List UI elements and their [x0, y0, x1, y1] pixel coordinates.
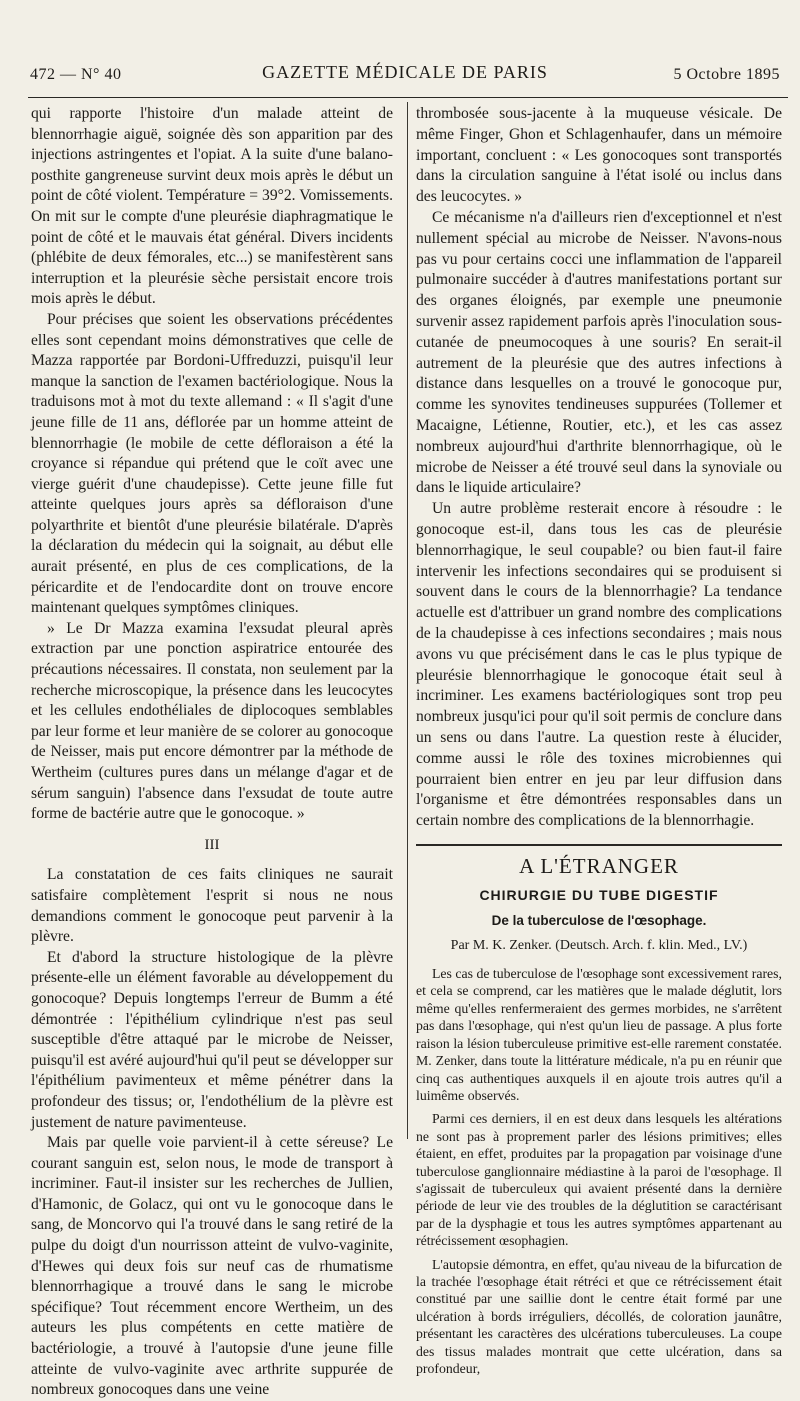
article-title: De la tuberculose de l'œsophage.	[491, 913, 707, 929]
article-body	[416, 965, 782, 1377]
right-column	[416, 104, 782, 1383]
paragraph: thrombosée sous-jacente à la muqueuse vésicale. De même Finger, Ghon et Schlagenhaufer, dans un mémoire important, concluent : « Les gonocoques sont transportés dans la circulation sanguine à l'état isolé ou inclus dans des leucocytes. »	[416, 105, 782, 206]
page-issue-number: 472 — N° 40	[30, 66, 122, 83]
paragraph: Parmi ces derniers, il en est deux dans lesquels les altérations ne sont pas à proprement parler des lésions primitives; elles étaient, en effet, produites par la propagation par voisinage d'une tuberculose ganglionnaire médiastine à la paroi de l'œsophage. Il s'agissait de tuberculeux qui avaient présenté dans la dernière période de leur vie des troubles de la déglutition se caractérisant par de la dysphagie et tous les autres symptômes appartenant au rétrécissement œsophagien.	[416, 1111, 782, 1249]
page-header	[30, 62, 780, 88]
paragraph: Ce mécanisme n'a d'ailleurs rien d'exceptionnel et n'est nullement spécial au microbe de Neisser. N'avons-nous pas vu pour certains cocci une inflammation de l'appareil pulmonaire succéder à d'autres manifestations portant sur des organes éloignés, par exemple une pneumonie survenir assez rapidement parfois après l'inoculation sous-cutanée de pneumocoques à une souris? En serait-il autrement de la pleurésie que des autres infections à distance dans lesquelles on a trouvé le gonocoque pur, comme les synovites tendineuses suppurées (Tollemer et Macaigne, Létienne, Routier, etc.), et les cas assez nombreux aujourd'hui d'arthrite blennorrhagique, où le microbe de Neisser a été trouvé seul dans la synoviale ou dans le liquide articulaire?	[416, 208, 782, 497]
paragraph: Pour précises que soient les observations précédentes elles sont cependant moins démonstratives que celle de Mazza rapportée par Bordoni-Uffreduzzi, puisqu'il leur manque la sanction de l'examen bactériologique. Nous la traduisons mot à mot du texte allemand : « Il s'agit d'une jeune fille de 11 ans, déflorée par un homme atteint de blennorrhagie (le mobile de cette défloraison a été la croyance si répandue qui prétend que le coït avec une vierge guérit d'une chaudepisse). Cette jeune fille fut atteinte quelques jours après sa défloraison d'une polyarthrite et bientôt d'une pleurésie bilatérale. D'après la déclaration du médecin qui la soignait, au début elle aurait présenté, en plus de ces complications, de la péricardite et de l'endocardite dont on trouve encore maintenant quelques symptômes cliniques.	[31, 310, 393, 617]
section-number: III	[204, 836, 220, 853]
section-title: A L'ÉTRANGER	[519, 853, 679, 878]
paragraph: » Le Dr Mazza examina l'exsudat pleural après extraction par une ponction aspiratrice entourée des précautions nécessaires. Il constata, non seulement par la recherche microscopique, la présence dans les leucocytes et les cellules endothéliales de diplocoques semblables par leur forme et leur manière de se colorer au gonocoque de Neisser, mais put encore démontrer par la méthode de Wertheim (cultures pures dans un mélange d'agar et de sérum sanguin) l'absence dans l'exsudat de toute autre forme de bactérie autre que le gonocoque. »	[31, 619, 393, 823]
issue-date: 5 Octobre 1895	[673, 66, 780, 83]
left-column	[31, 104, 393, 1401]
paragraph: Mais par quelle voie parvient-il à cette séreuse? Le courant sanguin est, selon nous, le mode de transport à incriminer. Faut-il insister sur les recherches de Jullien, d'Hamonic, de Golacz, qui ont vu le gonocoque dans le sang, de Moncorvo qui l'a trouvé dans le sang retiré de la pulpe du doigt d'un nourrisson atteint de vulvo-vaginite, d'Hewes qui deux fois sur neuf cas de rhumatisme blennorrhagique a trouvé dans le sang le microbe spécifique? Tout récemment encore Wertheim, un des auteurs les plus compétents en cette matière de bactériologie, a trouvé à l'autopsie d'une jeune fille atteinte de vulvo-vaginite avec arthrite suppurée de nombreux gonocoques dans une veine	[31, 1134, 393, 1399]
article-author: Par M. K. Zenker. (Deutsch. Arch. f. klin. Med., LV.)	[450, 938, 748, 954]
paragraph: L'autopsie démontra, en effet, qu'au niveau de la bifurcation de la trachée l'œsophage était rétréci et que ce rétrécissement était constitué par une saillie dont le centre était formé par une ulcération à bords irréguliers, décollés, de coloration jaunâtre, présentant les caractères des ulcérations tuberculeuses. La coupe des tissus malades montrait que cette ulcération, dans sa profondeur,	[416, 1256, 782, 1377]
section-rule	[416, 844, 782, 846]
paragraph: Un autre problème resterait encore à résoudre : le gonocoque est-il, dans tous les cas de pleurésie blennorrhagique, le seul coupable? ou bien faut-il faire intervenir les infections secondaires qui se produisent si souvent dans le cours de la blennorrhagie? La tendance actuelle est d'attribuer un grand nombre des complications de la chaudepisse à ces infections secondaires ; mais nous avons vu que précisément dans le cas le plus typique de pleurésie blennorrhagique le gonocoque était seul à incriminer. Les examens bactériologiques sont trop peu nombreux jusqu'ici pour qu'il soit permis de conclure dans un sens ou dans l'autre. La question reste à élucider, comme aussi le rôle des toxines microbiennes qui pourraient bien entrer en jeu par leur diffusion dans l'organisme et être démontrées responsables dans un certain nombre des complications de la blennorrhagie.	[416, 500, 782, 830]
paragraph: Et d'abord la structure histologique de la plèvre présente-elle un élément favorable au développement du gonocoque? Depuis longtemps l'erreur de Bumm a été démontrée : l'épithélium cylindrique n'est pas seul susceptible d'être attaqué par le microbe de Neisser, puisqu'il est avéré aujourd'hui qu'il peut se développer sur l'épithélium pavimenteux et même pénétrer dans la profondeur des tissus; or, l'endothélium de la plèvre est justement de nature pavimenteuse.	[31, 948, 393, 1131]
journal-title: GAZETTE MÉDICALE DE PARIS	[262, 62, 548, 82]
paragraph: qui rapporte l'histoire d'un malade atteint de blennorrhagie aiguë, soignée dès son apparition par des injections astringentes et l'opiat. A la suite d'une balano-posthite gangreneuse survint deux mois après le début un point de côté violent. Température = 39°2. Vomissements. On mit sur le compte d'une pleurésie diaphragmatique le point de côté et le mauvais état général. Divers incidents (phlébite de deux fémorales, etc...) se manifestèrent sans interruption et la pleurésie sèche persistait encore trois mois après le début.	[31, 105, 393, 308]
header-rule	[28, 97, 788, 98]
paragraph: Les cas de tuberculose de l'œsophage sont excessivement rares, et cela se comprend, car les matières que le malade déglutit, lors même qu'elles renfermeraient des germes morbides, ne s'arrêtent pas dans l'œsophage, qui n'est qu'un lieu de passage. A plus forte raison la lésion tuberculeuse primitive est-elle rarement constatée. M. Zenker, dans toute la littérature médicale, n'a pu en réunir que cinq cas authentiques auxquels il en ajoute trois autres qu'il a luimême observés.	[416, 966, 782, 1103]
column-divider	[407, 102, 408, 1139]
rubric-title: CHIRURGIE DU TUBE DIGESTIF	[479, 886, 719, 903]
paragraph: La constatation de ces faits cliniques ne saurait satisfaire complètement l'esprit si nous ne nous demandions comment le gonocoque peut parvenir à la plèvre.	[31, 866, 393, 946]
